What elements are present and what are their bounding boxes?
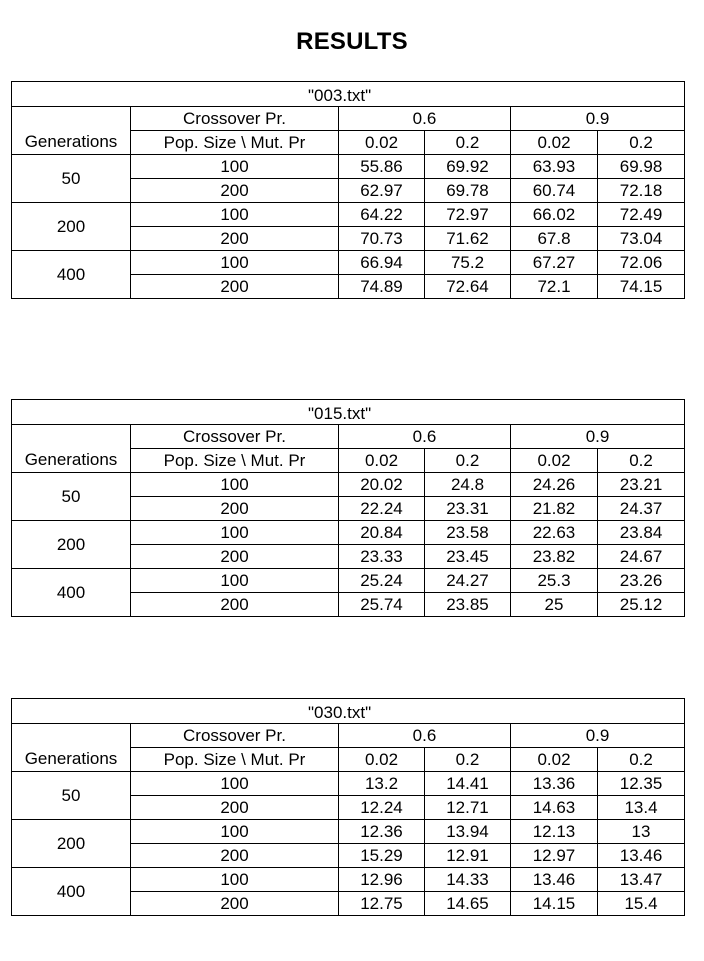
result-value: 55.86 (339, 155, 425, 179)
pop-size-value: 200 (131, 275, 339, 299)
crossover-value: 0.6 (339, 425, 511, 449)
result-value: 72.06 (598, 251, 685, 275)
result-value: 24.37 (598, 497, 685, 521)
result-value: 23.85 (425, 593, 511, 617)
result-value: 12.24 (339, 796, 425, 820)
result-value: 12.35 (598, 772, 685, 796)
pop-size-value: 100 (131, 868, 339, 892)
result-value: 63.93 (511, 155, 598, 179)
result-value: 13.47 (598, 868, 685, 892)
result-value: 12.96 (339, 868, 425, 892)
result-value: 24.67 (598, 545, 685, 569)
mutation-value: 0.02 (511, 131, 598, 155)
generations-value: 400 (12, 251, 131, 299)
result-value: 23.26 (598, 569, 685, 593)
result-value: 12.91 (425, 844, 511, 868)
result-value: 12.75 (339, 892, 425, 916)
pop-size-value: 200 (131, 593, 339, 617)
result-value: 74.15 (598, 275, 685, 299)
result-value: 73.04 (598, 227, 685, 251)
pop-size-value: 100 (131, 203, 339, 227)
pop-size-value: 200 (131, 227, 339, 251)
result-value: 14.15 (511, 892, 598, 916)
result-value: 13 (598, 820, 685, 844)
crossover-value: 0.6 (339, 107, 511, 131)
mutation-value: 0.02 (339, 449, 425, 473)
mutation-value: 0.02 (339, 748, 425, 772)
pop-mut-label: Pop. Size \ Mut. Pr (131, 748, 339, 772)
mutation-header-row (12, 449, 685, 473)
file-name: "003.txt" (12, 82, 685, 107)
generations-value: 50 (12, 473, 131, 521)
mutation-value: 0.2 (425, 131, 511, 155)
result-value: 13.46 (598, 844, 685, 868)
mutation-value: 0.02 (339, 131, 425, 155)
pop-size-value: 100 (131, 820, 339, 844)
mutation-value: 0.2 (598, 131, 685, 155)
result-value: 25.24 (339, 569, 425, 593)
table-row (12, 569, 685, 593)
table-row (12, 203, 685, 227)
result-value: 14.63 (511, 796, 598, 820)
mutation-value: 0.2 (598, 449, 685, 473)
result-value: 14.41 (425, 772, 511, 796)
crossover-label: Crossover Pr. (131, 425, 339, 449)
result-value: 66.02 (511, 203, 598, 227)
pop-size-value: 100 (131, 521, 339, 545)
generations-value: 200 (12, 521, 131, 569)
result-value: 14.33 (425, 868, 511, 892)
result-value: 22.24 (339, 497, 425, 521)
result-value: 25.74 (339, 593, 425, 617)
result-value: 24.27 (425, 569, 511, 593)
mutation-value: 0.02 (511, 748, 598, 772)
blank-cell (12, 425, 131, 449)
result-value: 25.12 (598, 593, 685, 617)
generations-value: 50 (12, 772, 131, 820)
pop-size-value: 100 (131, 569, 339, 593)
result-value: 72.64 (425, 275, 511, 299)
result-value: 12.36 (339, 820, 425, 844)
result-value: 64.22 (339, 203, 425, 227)
table-row (12, 155, 685, 179)
result-value: 21.82 (511, 497, 598, 521)
result-value: 13.2 (339, 772, 425, 796)
blank-cell (12, 107, 131, 131)
mutation-header-row (12, 748, 685, 772)
result-value: 71.62 (425, 227, 511, 251)
crossover-value: 0.9 (511, 425, 685, 449)
blank-cell (12, 724, 131, 748)
mutation-header-row (12, 131, 685, 155)
result-value: 70.73 (339, 227, 425, 251)
generations-value: 200 (12, 203, 131, 251)
result-value: 15.29 (339, 844, 425, 868)
crossover-header-row (12, 724, 685, 748)
generations-value: 200 (12, 820, 131, 868)
result-value: 67.27 (511, 251, 598, 275)
result-value: 69.98 (598, 155, 685, 179)
file-name: "030.txt" (12, 699, 685, 724)
result-value: 72.49 (598, 203, 685, 227)
pop-size-value: 200 (131, 844, 339, 868)
result-value: 12.71 (425, 796, 511, 820)
result-value: 23.31 (425, 497, 511, 521)
result-value: 22.63 (511, 521, 598, 545)
generations-value: 400 (12, 868, 131, 916)
result-value: 69.92 (425, 155, 511, 179)
result-value: 69.78 (425, 179, 511, 203)
result-value: 25.3 (511, 569, 598, 593)
pop-size-value: 100 (131, 473, 339, 497)
generations-label: Generations (12, 748, 131, 772)
table-row (12, 868, 685, 892)
result-value: 66.94 (339, 251, 425, 275)
crossover-label: Crossover Pr. (131, 107, 339, 131)
table-row (12, 251, 685, 275)
crossover-value: 0.9 (511, 107, 685, 131)
result-value: 23.45 (425, 545, 511, 569)
file-header-row (12, 82, 685, 107)
results-table (11, 399, 685, 617)
pop-size-value: 200 (131, 497, 339, 521)
result-value: 67.8 (511, 227, 598, 251)
file-name: "015.txt" (12, 400, 685, 425)
mutation-value: 0.2 (425, 449, 511, 473)
result-value: 13.94 (425, 820, 511, 844)
crossover-label: Crossover Pr. (131, 724, 339, 748)
crossover-header-row (12, 107, 685, 131)
result-value: 72.97 (425, 203, 511, 227)
file-header-row (12, 699, 685, 724)
mutation-value: 0.2 (425, 748, 511, 772)
result-value: 15.4 (598, 892, 685, 916)
generations-label: Generations (12, 131, 131, 155)
pop-size-value: 200 (131, 892, 339, 916)
mutation-value: 0.02 (511, 449, 598, 473)
pop-size-value: 100 (131, 251, 339, 275)
pop-mut-label: Pop. Size \ Mut. Pr (131, 449, 339, 473)
result-value: 75.2 (425, 251, 511, 275)
results-table (11, 81, 685, 299)
generations-label: Generations (12, 449, 131, 473)
result-value: 13.36 (511, 772, 598, 796)
pop-size-value: 100 (131, 772, 339, 796)
result-value: 13.4 (598, 796, 685, 820)
result-value: 23.84 (598, 521, 685, 545)
generations-value: 50 (12, 155, 131, 203)
mutation-value: 0.2 (598, 748, 685, 772)
result-value: 20.02 (339, 473, 425, 497)
result-value: 23.82 (511, 545, 598, 569)
result-value: 13.46 (511, 868, 598, 892)
result-value: 72.18 (598, 179, 685, 203)
result-value: 72.1 (511, 275, 598, 299)
crossover-header-row (12, 425, 685, 449)
result-value: 24.26 (511, 473, 598, 497)
crossover-value: 0.9 (511, 724, 685, 748)
pop-mut-label: Pop. Size \ Mut. Pr (131, 131, 339, 155)
result-value: 23.58 (425, 521, 511, 545)
crossover-value: 0.6 (339, 724, 511, 748)
result-value: 62.97 (339, 179, 425, 203)
pop-size-value: 200 (131, 545, 339, 569)
page-title: RESULTS (296, 28, 408, 55)
result-value: 14.65 (425, 892, 511, 916)
result-value: 23.33 (339, 545, 425, 569)
generations-value: 400 (12, 569, 131, 617)
file-header-row (12, 400, 685, 425)
result-value: 60.74 (511, 179, 598, 203)
pop-size-value: 200 (131, 179, 339, 203)
table-row (12, 473, 685, 497)
result-value: 12.13 (511, 820, 598, 844)
pop-size-value: 200 (131, 796, 339, 820)
pop-size-value: 100 (131, 155, 339, 179)
result-value: 20.84 (339, 521, 425, 545)
table-row (12, 772, 685, 796)
result-value: 12.97 (511, 844, 598, 868)
result-value: 74.89 (339, 275, 425, 299)
result-value: 23.21 (598, 473, 685, 497)
table-row (12, 820, 685, 844)
result-value: 25 (511, 593, 598, 617)
results-table (11, 698, 685, 916)
table-row (12, 521, 685, 545)
result-value: 24.8 (425, 473, 511, 497)
